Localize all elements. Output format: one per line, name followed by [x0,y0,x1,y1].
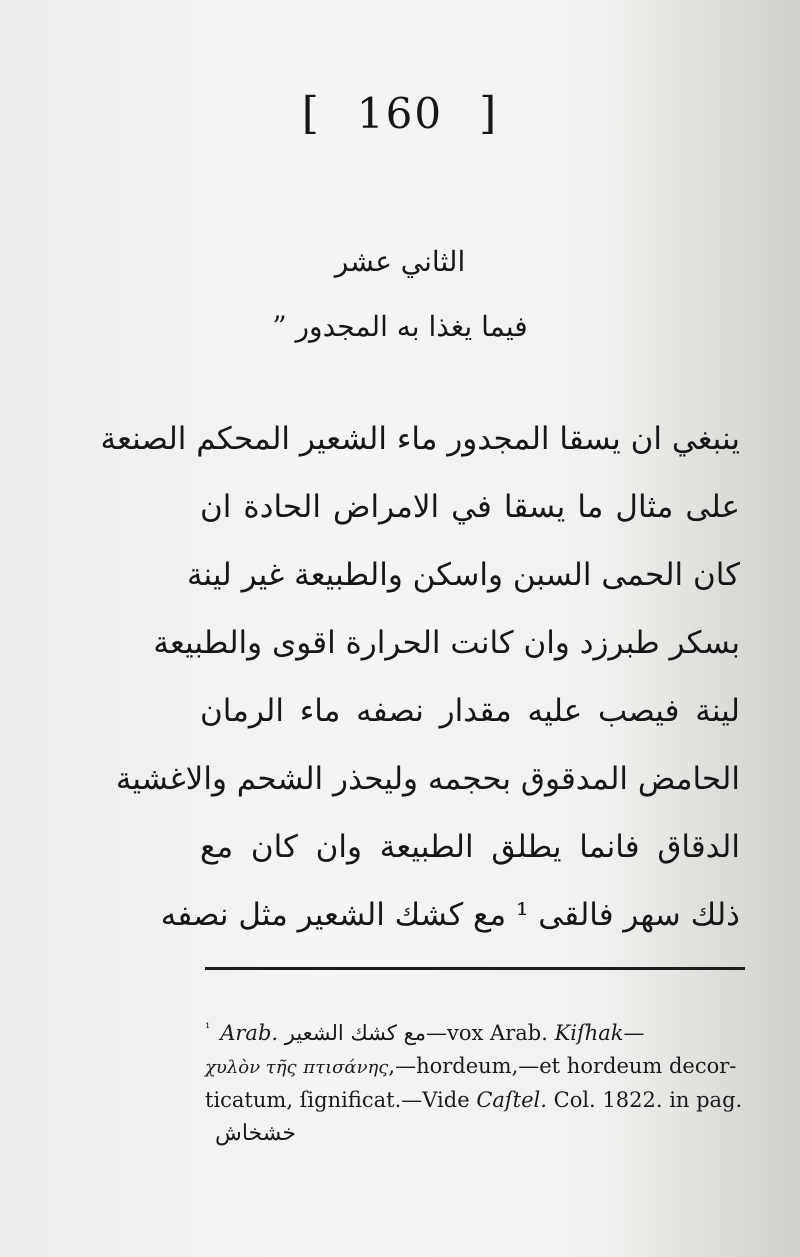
page-number [0,88,800,139]
body-line: بسكر طبرزد وان كانت الحرارة اقوى والطبيعة [153,625,740,661]
footnote-arabic-with: مع [403,1021,427,1045]
bracket-right: ] [479,88,499,139]
chapter-title-text: فيما يغذا به المجدور [295,310,528,343]
page-number-value: 160 [356,89,444,138]
footnote-col: Col. 1822. in pag. [553,1088,743,1112]
footnote-greek: πτισάνης [303,1057,389,1078]
chapter-title: فيما يغذا به المجدور ” [272,310,528,343]
chapter-heading: الثاني عشر [334,245,466,278]
footnote-line-3 [205,1084,765,1117]
footnote-line-2 [205,1050,765,1084]
body-line: الدقاق فانما يطلق الطبيعة وان كان مع [200,829,740,865]
footnote-kishak: Kiſhak [554,1021,624,1045]
footnote-vox: —vox Arab. [426,1021,548,1045]
footnote-lang: Arab. [220,1021,279,1045]
arabic-body-text [100,405,740,949]
body-line: كان الحمى السبن واسكن والطبيعة غير لينة [186,557,740,593]
body-line: لينة فيصب عليه مقدار نصفه ماء الرمان [200,693,740,729]
body-line: ذلك سهر فالقى ¹ مع كشك الشعير مثل نصفه [160,897,740,933]
footnote-arabic-term: كشك الشعير [284,1021,397,1045]
footnote-line-1: $^{^1}$ Arab. كشك الشعير مع—vox Arab. Kiſhak— [205,1021,645,1045]
footnote-greek-prefix: χυλὸν τῆς [205,1057,297,1078]
footnote-marker: ¹ [205,1021,211,1036]
body-line: الحامض المدقوق بحجمه وليحذر الشحم والاغشية [115,761,740,797]
footnote-line-4 [205,1117,765,1150]
footnote-significat: ticatum, ſignificat.—Vide [205,1088,470,1112]
body-line: ينبغي ان يسقا المجدور ماء الشعير المحكم الصنعة [100,421,740,457]
footnote-arabic-word: خشخاش [215,1121,296,1146]
bracket-left: [ [301,88,321,139]
footnote-rule [205,967,745,970]
body-line: على مثال ما يسقا في الامراض الحادة ان [200,489,740,525]
footnote-castel: Caſtel. [476,1088,547,1112]
footnote-hordeum: ,—hordeum,—et hordeum decor- [388,1054,737,1078]
footnote [205,1012,765,1150]
